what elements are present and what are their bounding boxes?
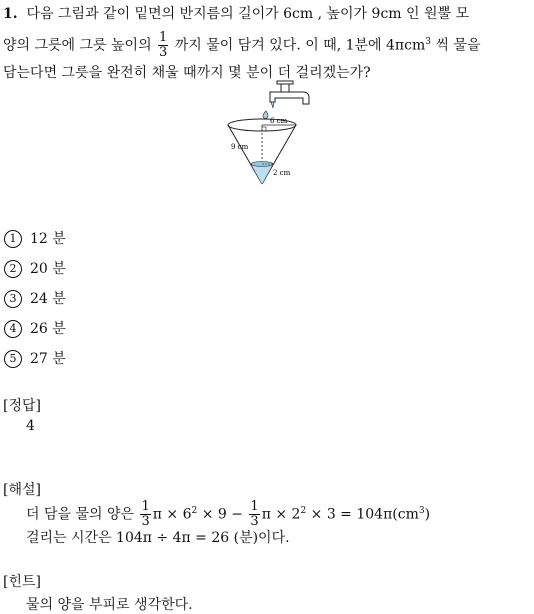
option-5-mark: 5 <box>4 350 22 368</box>
sol-sq-1: 2 <box>191 506 198 516</box>
question-line-3: 담는다면 그릇을 완전히 채울 때까지 몇 분이 더 걸리겠는가? <box>3 64 371 81</box>
option-3[interactable] <box>4 288 66 308</box>
hint-text: 물의 양을 부피로 생각한다. <box>26 597 193 613</box>
hint-header: [힌트] <box>3 574 41 590</box>
solution-l1-a: π × 6 <box>152 506 192 523</box>
question-text <box>3 2 531 86</box>
sol-sq-2: 2 <box>300 506 307 516</box>
solution-l1-c: π × 2 <box>261 506 301 523</box>
option-5[interactable] <box>4 348 66 368</box>
question-line2-pre: 양의 그릇에 그릇 높이의 <box>3 37 152 54</box>
option-2-text: 20 분 <box>30 261 66 277</box>
option-1-mark: 1 <box>4 230 22 248</box>
question-line1-text: 다음 그림과 같이 밑면의 반지름의 길이가 6cm , 높이가 9cm 인 원뿔 모 <box>26 6 470 22</box>
answer-header: [정답] <box>3 398 41 414</box>
one-third-fraction <box>158 31 168 60</box>
sol-fraction-2 <box>249 500 259 529</box>
question-line2-tail: 씩 물을 <box>435 37 481 54</box>
cone-figure <box>215 78 325 188</box>
solution-l1-e: ) <box>424 506 431 523</box>
water-label: 2 cm <box>273 169 291 177</box>
option-2-mark: 2 <box>4 260 22 278</box>
faucet-icon <box>263 81 309 119</box>
sol-frac1-num: 1 <box>141 499 150 515</box>
sol-cube: 3 <box>418 506 425 516</box>
solution-header: [해설] <box>3 482 41 498</box>
option-4-mark: 4 <box>4 320 22 338</box>
question-line2-post: 까지 물이 담겨 있다. 이 때, 1분에 4πcm <box>174 37 426 54</box>
solution-l1-pre: 더 담을 물의 양은 <box>26 506 135 523</box>
question-number: 1. <box>3 6 18 22</box>
solution-l1-d: × 3 = 104π(cm <box>306 506 419 523</box>
solution-line-2: 걸리는 시간은 104π ÷ 4π = 26 (분)이다. <box>26 530 290 546</box>
sol-fraction-1 <box>140 500 150 529</box>
cube-sup: 3 <box>425 37 431 47</box>
option-1[interactable] <box>4 228 66 248</box>
option-3-text: 24 분 <box>30 291 66 307</box>
sol-frac2-num: 1 <box>250 499 259 515</box>
solution-line-1 <box>26 496 430 530</box>
answer-value: 4 <box>26 418 35 434</box>
frac-num: 1 <box>159 30 168 46</box>
option-5-text: 27 분 <box>30 351 66 367</box>
option-4[interactable] <box>4 318 66 338</box>
height-label: 9 cm <box>231 143 249 151</box>
sol-frac1-den: 3 <box>141 514 150 530</box>
option-1-text: 12 분 <box>30 231 66 247</box>
question-line-2 <box>3 27 531 61</box>
radius-label: 6 cm <box>270 117 288 125</box>
option-2[interactable] <box>4 258 66 278</box>
solution-l1-b: × 9 − <box>197 506 243 523</box>
option-4-text: 26 분 <box>30 321 66 337</box>
option-3-mark: 3 <box>4 290 22 308</box>
question-line-1 <box>3 2 531 27</box>
frac-den: 3 <box>159 45 168 61</box>
sol-frac2-den: 3 <box>250 514 259 530</box>
